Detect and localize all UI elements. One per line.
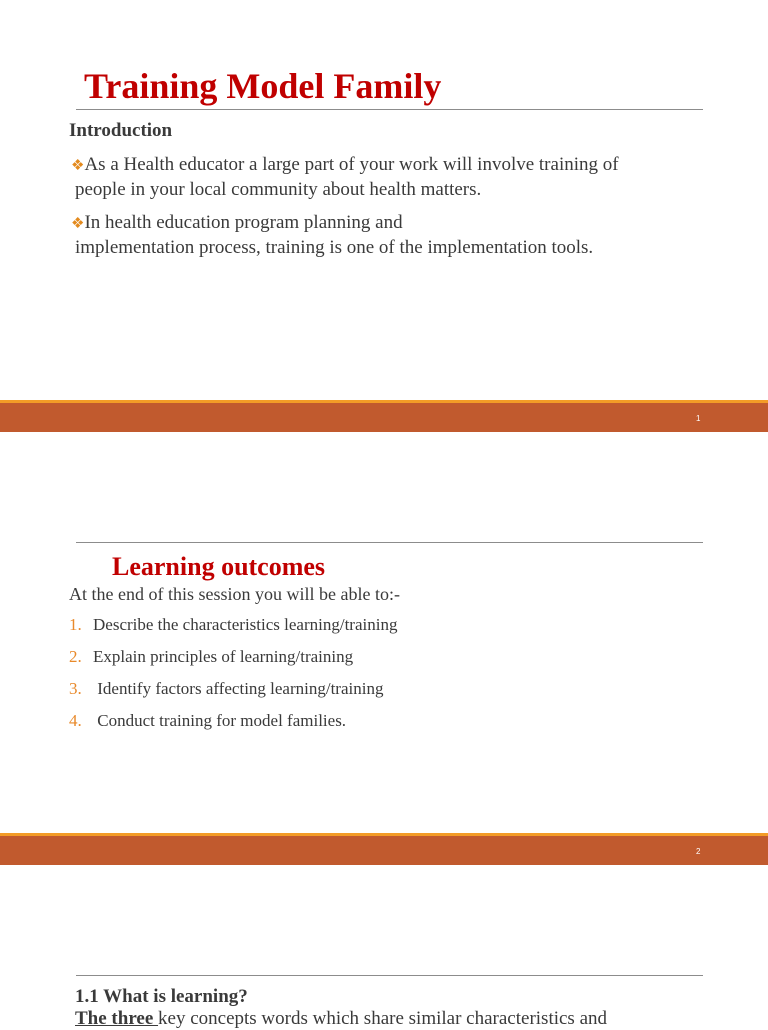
list-text: Identify factors affecting learning/training: [93, 679, 384, 698]
list-number: 4.: [69, 711, 82, 730]
list-item: [69, 679, 383, 699]
footer-band: [0, 403, 768, 432]
title-divider: [76, 109, 703, 110]
list-number: 1.: [69, 615, 82, 634]
list-item: [71, 211, 593, 259]
bullet-text-continued: people in your local community about health matters.: [75, 179, 482, 200]
footer-band: [0, 836, 768, 865]
list-item: [71, 153, 619, 201]
diamond-bullet-icon: ❖: [71, 216, 85, 232]
list-number: 3.: [69, 679, 82, 698]
section-heading: [75, 985, 248, 1009]
slide-title: Learning outcomes: [112, 552, 326, 581]
title-divider: [76, 542, 703, 543]
section-heading-text: What is learning?: [98, 986, 248, 1007]
diamond-bullet-icon: ❖: [71, 158, 85, 174]
list-item: [69, 647, 353, 667]
bullet-text-continued: implementation process, training is one of the implementation tools.: [75, 237, 594, 258]
list-text: Explain principles of learning/training: [93, 647, 354, 666]
page-number: 1: [696, 414, 701, 423]
list-text: Describe the characteristics learning/training: [93, 615, 398, 634]
list-item: [69, 615, 397, 635]
slide-title: Training Model Family: [84, 66, 442, 106]
bullet-text: In health education program planning and: [84, 212, 403, 233]
list-number: 2.: [69, 647, 82, 666]
bullet-text: As a Health educator a large part of your work will involve training of: [84, 154, 619, 175]
page-number: 2: [696, 847, 701, 856]
section-heading: Introduction: [69, 120, 173, 141]
intro-text: At the end of this session you will be able to:-: [69, 584, 400, 604]
body-text-rest: key concepts words which share similar characteristics and: [158, 1008, 608, 1029]
title-divider: [76, 975, 703, 976]
body-text: [75, 1008, 607, 1030]
body-text-bold: The three: [75, 1008, 159, 1029]
list-item: [69, 711, 346, 731]
list-text: Conduct training for model families.: [93, 711, 347, 730]
section-number: 1.1: [75, 986, 99, 1007]
